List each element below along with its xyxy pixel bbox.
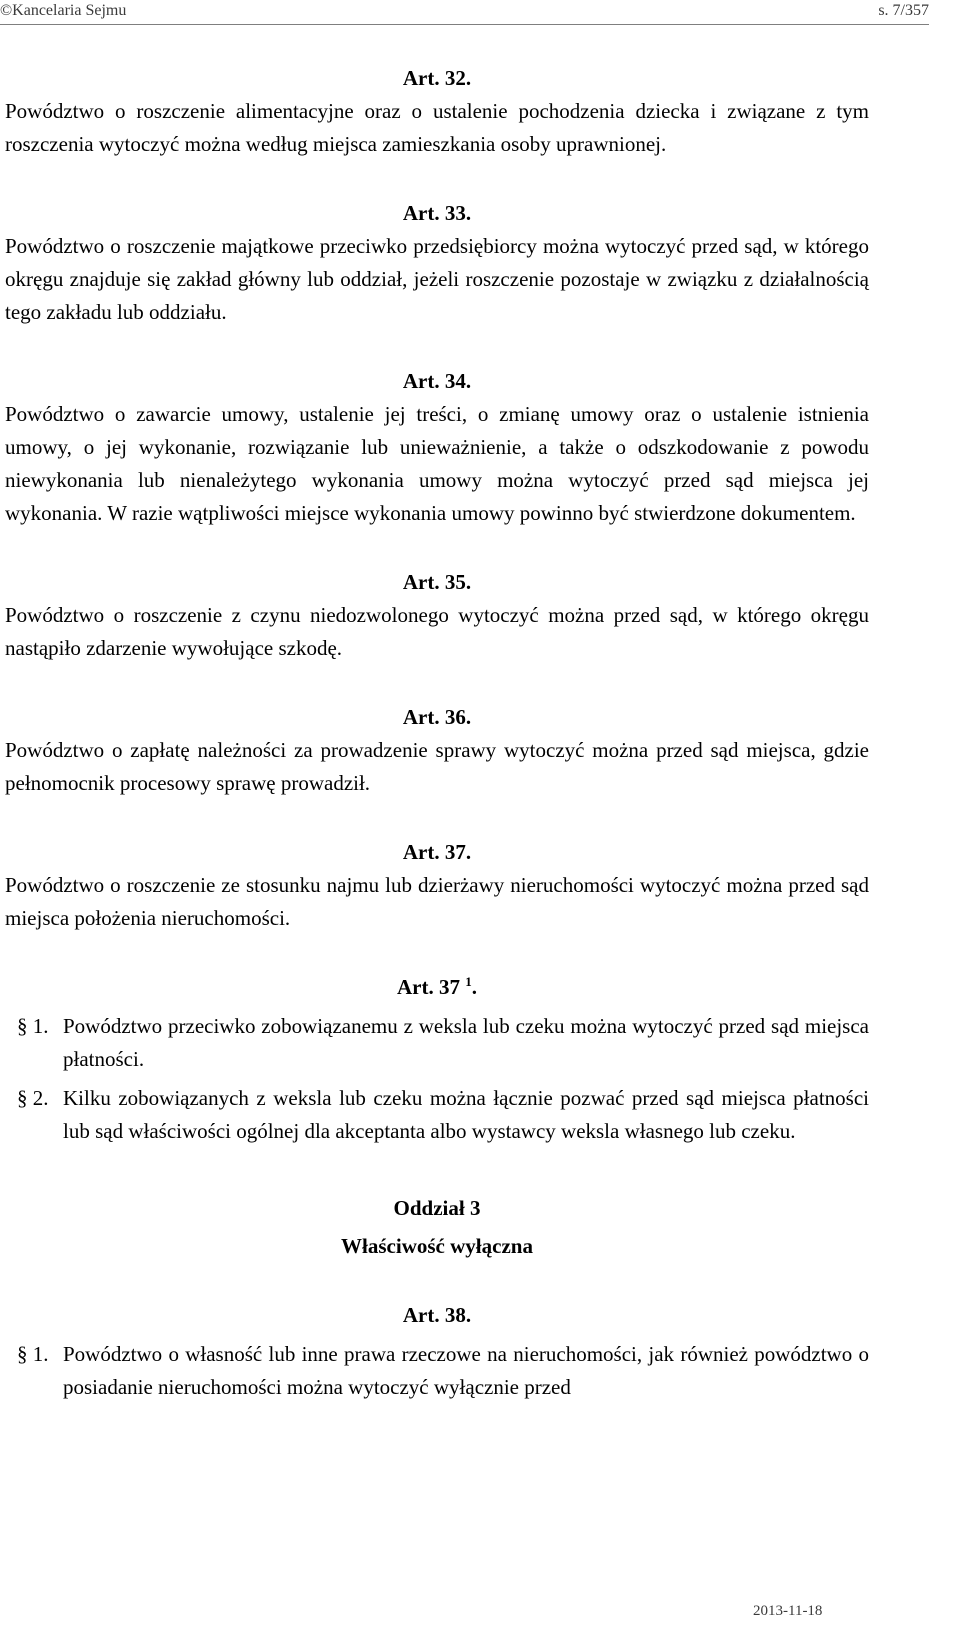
paragraph-1 (5, 1010, 869, 1076)
article-37 (5, 836, 869, 935)
article-34 (5, 365, 869, 530)
article-37-1 (5, 971, 869, 1148)
article-38 (5, 1299, 869, 1404)
page-header (0, 0, 929, 25)
article-text: Powództwo o roszczenie alimentacyjne oraz o ustalenie pochodzenia dziecka i związane z tym roszczenia wytoczyć można według miejsca zamieszkania osoby uprawnionej. (5, 99, 869, 156)
article-title-main: Art. 37 (397, 975, 460, 999)
footer-date: 2013-11-18 (753, 1603, 823, 1619)
document-body (5, 24, 869, 1404)
paragraph-number: § 1. (17, 1014, 49, 1038)
article-text: Powództwo o roszczenie z czynu niedozwolonego wytoczyć można przed sąd, w którego okręgu nastąpiło zdarzenie wywołujące szkodę. (5, 603, 869, 660)
article-33 (5, 197, 869, 329)
article-title-superscript: 1 (465, 974, 472, 989)
article-title-suffix: . (471, 975, 477, 999)
article-36 (5, 701, 869, 800)
section-subtitle: Właściwość wyłączna (341, 1234, 533, 1258)
paragraph-text: Powództwo przeciwko zobowiązanemu z weksla lub czeku można wytoczyć przed sąd miejsca płatności. (63, 1014, 869, 1071)
article-text: Powództwo o zapłatę należności za prowadzenie sprawy wytoczyć można przed sąd miejsca, gdzie pełnomocnik procesowy sprawę prowadził. (5, 738, 869, 795)
paragraph-text: Kilku zobowiązanych z weksla lub czeku można łącznie pozwać przed sąd miejsca płatności lub sąd właściwości ogólnej dla akceptanta albo wystawcy weksla własnego lub czeku. (63, 1086, 869, 1143)
article-title: Art. 36. (402, 705, 472, 729)
article-title: Art. 34. (402, 369, 472, 393)
article-32 (5, 62, 869, 161)
header-page-number: s. 7/357 (878, 2, 929, 19)
article-title: Art. 35. (402, 570, 472, 594)
article-text: Powództwo o roszczenie ze stosunku najmu lub dzierżawy nieruchomości wytoczyć można przed sąd miejsca położenia nieruchomości. (5, 873, 869, 930)
paragraph-text: Powództwo o własność lub inne prawa rzeczowe na nieruchomości, jak również powództwo o posiadanie nieruchomości można wytoczyć wyłącznie przed (63, 1342, 869, 1399)
section-heading (5, 1192, 869, 1263)
article-title: Art. 32. (402, 66, 472, 90)
header-copyright: ©Kancelaria Sejmu (0, 2, 127, 19)
article-text: Powództwo o roszczenie majątkowe przeciwko przedsiębiorcy można wytoczyć przed sąd, w którego okręgu znajduje się zakład główny lub oddział, jeżeli roszczenie pozostaje w związku z działalnością tego zakładu lub oddziału. (5, 234, 869, 324)
paragraph-2 (5, 1082, 869, 1148)
paragraph-1 (5, 1338, 869, 1404)
paragraph-number: § 2. (17, 1086, 49, 1110)
article-title (5, 971, 869, 1004)
article-title: Art. 33. (402, 201, 472, 225)
section-title: Oddział 3 (393, 1196, 481, 1220)
article-35 (5, 566, 869, 665)
article-title: Art. 37. (402, 840, 472, 864)
article-text: Powództwo o zawarcie umowy, ustalenie jej treści, o zmianę umowy oraz o ustalenie istnienia umowy, o jej wykonanie, rozwiązanie lub unieważnienie, a także o odszkodowanie z powodu niewykonania lub nienależytego wykonania umowy można wytoczyć przed sąd miejsca jej wykonania. W razie wątpliwości miejsce wykonania umowy powinno być stwierdzone dokumentem. (5, 402, 869, 525)
article-title: Art. 38. (402, 1303, 472, 1327)
paragraph-number: § 1. (17, 1342, 49, 1366)
